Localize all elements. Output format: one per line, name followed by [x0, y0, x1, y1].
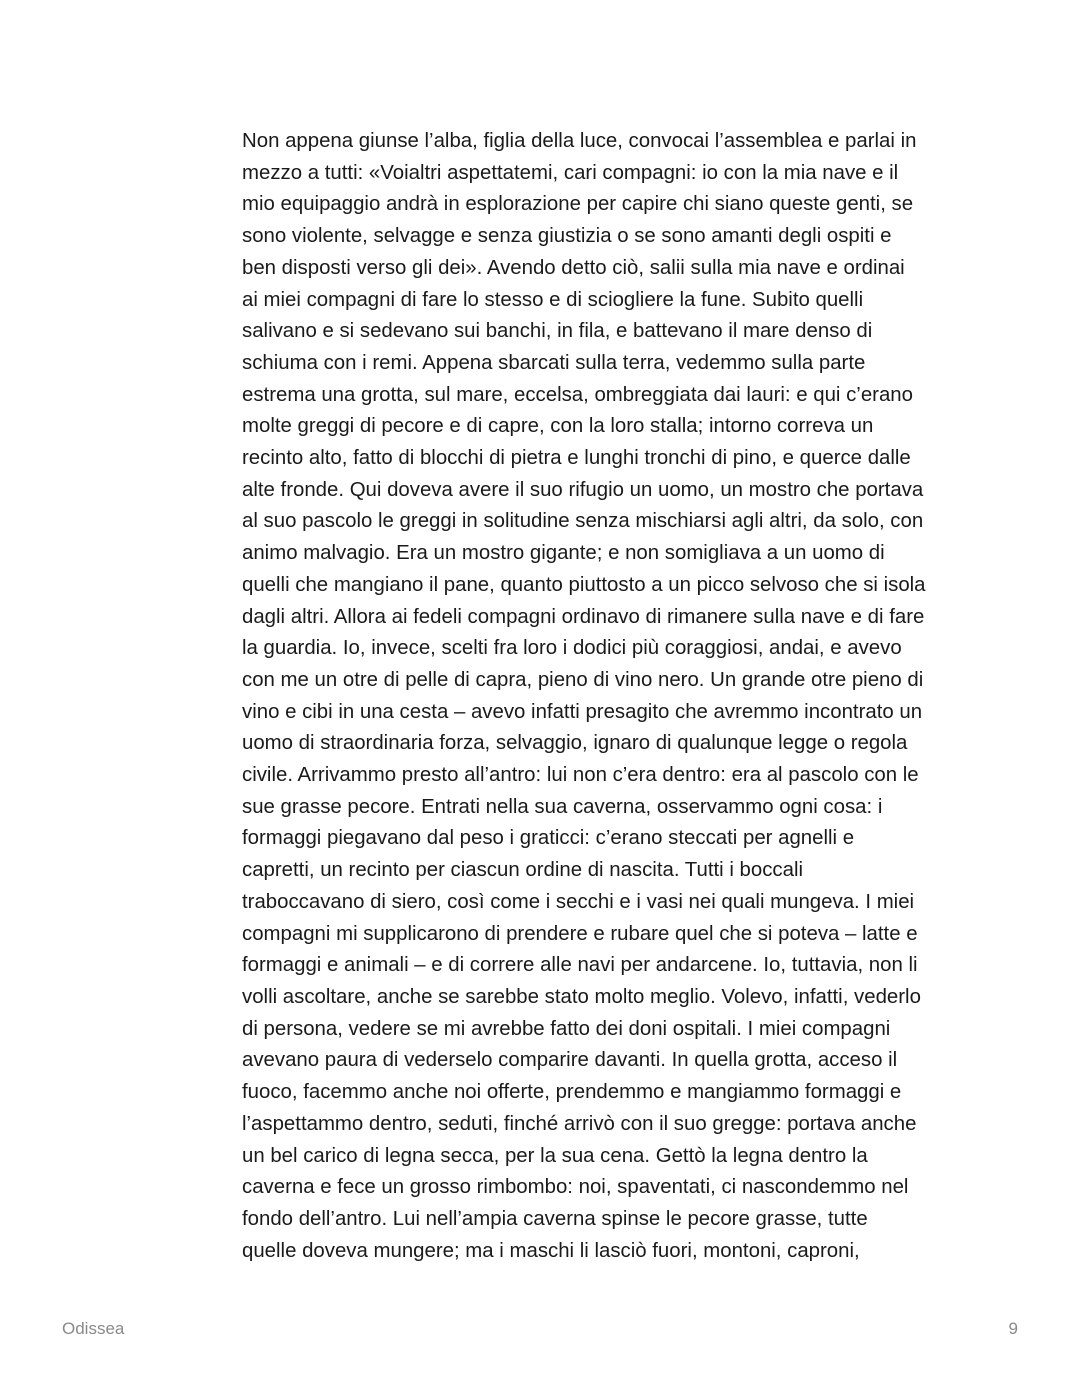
- text-line: civile. Arrivammo presto all’antro: lui non c’era dentro: era al pascolo con le: [242, 764, 919, 787]
- text-line: capretti, un recinto per ciascun ordine di nascita. Tutti i boccali: [242, 859, 804, 882]
- text-line: caverna e fece un grosso rimbombo: noi, spaventati, ci nascondemmo nel: [242, 1176, 909, 1199]
- text-line: alte fronde. Qui doveva avere il suo rifugio un uomo, un mostro che portava: [242, 478, 924, 501]
- text-line: l’aspettammo dentro, seduti, finché arrivò con il suo gregge: portava anche: [242, 1112, 917, 1135]
- text-line: estrema una grotta, sul mare, eccelsa, ombreggiata dai lauri: e qui c’erano: [242, 383, 913, 406]
- text-line: di persona, vedere se mi avrebbe fatto dei doni ospitali. I miei compagni: [242, 1017, 891, 1040]
- footer-book-title: Odissea: [62, 1319, 125, 1338]
- text-line: vino e cibi in una cesta – avevo infatti presagito che avremmo incontrato un: [242, 700, 923, 723]
- text-line: formaggi e animali – e di correre alle navi per andarcene. Io, tuttavia, non li: [242, 954, 918, 977]
- text-line: animo malvagio. Era un mostro gigante; e non somigliava a un uomo di: [242, 542, 885, 565]
- text-line: traboccavano di siero, così come i secchi e i vasi nei quali mungeva. I miei: [242, 890, 915, 913]
- text-line: uomo di straordinaria forza, selvaggio, ignaro di qualunque legge o regola: [242, 732, 908, 755]
- text-line: fuoco, facemmo anche noi offerte, prendemmo e mangiammo formaggi e: [242, 1081, 902, 1104]
- text-line: quelli che mangiano il pane, quanto piuttosto a un picco selvoso che si isola: [242, 573, 926, 596]
- text-line: volli ascoltare, anche se sarebbe stato molto meglio. Volevo, infatti, vederlo: [242, 985, 921, 1008]
- text-line: ai miei compagni di fare lo stesso e di sciogliere la fune. Subito quelli: [242, 288, 864, 311]
- text-line: salivano e si sedevano sui banchi, in fila, e battevano il mare denso di: [242, 320, 873, 343]
- text-line: Non appena giunse l’alba, figlia della luce, convocai l’assemblea e parlai in: [242, 130, 917, 152]
- text-line: ben disposti verso gli dei». Avendo detto ciò, salii sulla mia nave e ordinai: [242, 256, 905, 279]
- text-line: recinto alto, fatto di blocchi di pietra e lunghi tronchi di pino, e querce dalle: [242, 447, 911, 470]
- text-line: molte greggi di pecore e di capre, con la loro stalla; intorno correva un: [242, 415, 874, 438]
- text-line: un bel carico di legna secca, per la sua cena. Gettò la legna dentro la: [242, 1144, 868, 1167]
- text-line: al suo pascolo le greggi in solitudine senza mischiarsi agli altri, da solo, con: [242, 510, 924, 533]
- text-line: sue grasse pecore. Entrati nella sua caverna, osservammo ogni cosa: i: [242, 795, 883, 818]
- text-line: sono violente, selvagge e senza giustizia o se sono amanti degli ospiti e: [242, 225, 892, 248]
- text-line: schiuma con i remi. Appena sbarcati sulla terra, vedemmo sulla parte: [242, 351, 866, 374]
- text-line: la guardia. Io, invece, scelti fra loro i dodici più coraggiosi, andai, e avevo: [242, 637, 902, 660]
- text-line: con me un otre di pelle di capra, pieno di vino nero. Un grande otre pieno di: [242, 668, 924, 691]
- text-line: avevano paura di vederselo comparire davanti. In quella grotta, acceso il: [242, 1049, 898, 1072]
- text-line: compagni mi supplicarono di prendere e rubare quel che si poteva – latte e: [242, 922, 918, 945]
- text-line: mezzo a tutti: «Voialtri aspettatemi, cari compagni: io con la mia nave e il: [242, 161, 899, 184]
- text-line: fondo dell’antro. Lui nell’ampia caverna spinse le pecore grasse, tutte: [242, 1207, 868, 1230]
- page-number: 9: [1008, 1319, 1018, 1338]
- text-line: mio equipaggio andrà in esplorazione per capire chi siano queste genti, se: [242, 193, 914, 216]
- text-line: quelle doveva mungere; ma i maschi li lasciò fuori, montoni, caproni,: [242, 1239, 860, 1262]
- text-line: formaggi piegavano dal peso i graticci: c’erano steccati per agnelli e: [242, 827, 855, 850]
- text-line: dagli altri. Allora ai fedeli compagni ordinavo di rimanere sulla nave e di fare: [242, 605, 925, 628]
- body-text: [242, 126, 962, 1267]
